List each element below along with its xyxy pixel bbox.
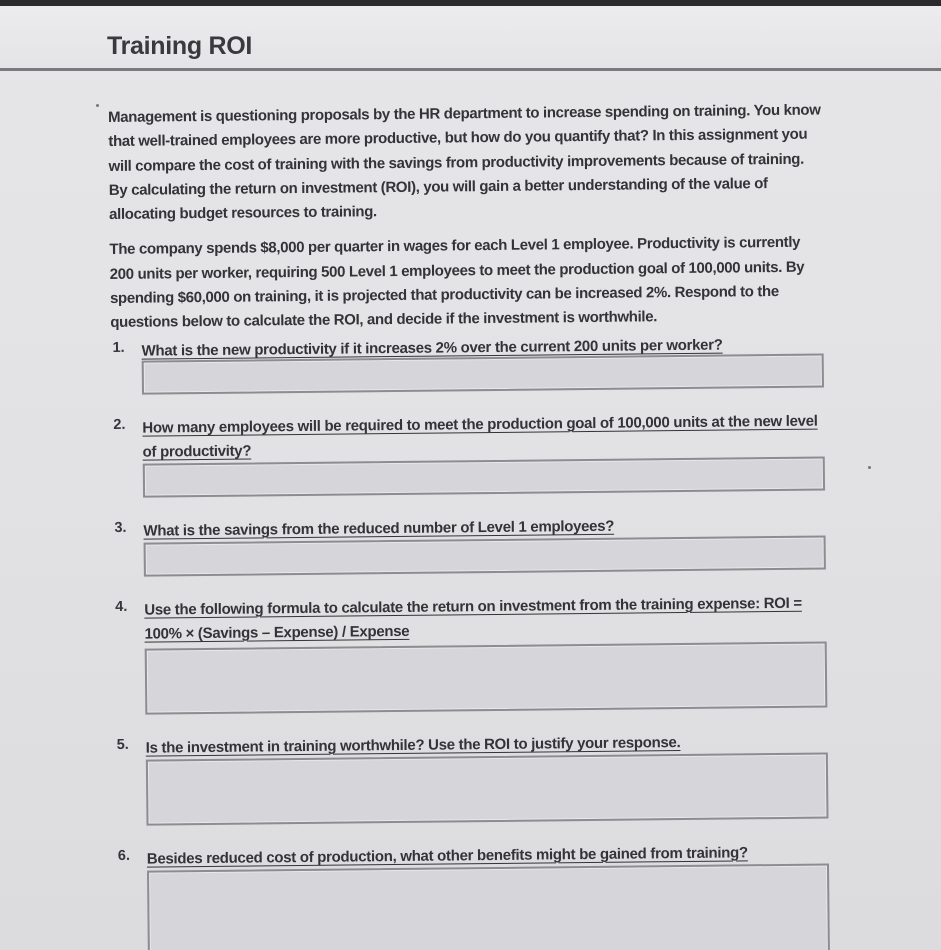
- question-number: 1.: [112, 339, 125, 356]
- intro-paragraph: Management is questioning proposals by the HR department to increase spending on training. You know that well-trained employees are more productive, but how do you quantify that? In this assignment you will compare the cost of training with the savings from productivity improvements because of training. By calculating the return on investment (ROI), you will gain a better understanding of the value of allocating budget resources to training.: [108, 101, 821, 224]
- question-3: [112, 512, 828, 576]
- worksheet-page: [0, 6, 941, 950]
- scenario-paragraph: The company spends $8,000 per quarter in wages for each Level 1 employee. Productivity is currently 200 units per worker, requiring 500 Level 1 employees to meet the production goal of 100,000 units. By spending $60,000 on training, it is projected that productivity can be increased 2%. Respond to the questions below to calculate the ROI, and decide if the investment is worthwhile.: [109, 234, 805, 332]
- question-number: 5.: [116, 736, 129, 753]
- answer-field-6[interactable]: [147, 863, 830, 950]
- stray-mark: [868, 466, 871, 469]
- question-number: 2.: [113, 416, 126, 433]
- question-number: 3.: [114, 519, 127, 536]
- question-text: What is the new productivity if it increases 2% over the current 200 units per worker?: [141, 336, 723, 360]
- answer-field-4[interactable]: [145, 641, 828, 714]
- question-number: 6.: [117, 847, 131, 864]
- question-text: Is the investment in training worthwhile? Use the ROI to justify your response.: [145, 733, 681, 757]
- question-2: [111, 409, 827, 497]
- answer-field-5[interactable]: [146, 752, 829, 825]
- header-bar: [0, 6, 941, 71]
- question-5: [115, 729, 831, 825]
- question-text: What is the savings from the reduced number of Level 1 employees?: [143, 517, 615, 540]
- question-1: [110, 332, 826, 394]
- worksheet-body: [108, 99, 832, 950]
- question-4: [113, 591, 829, 714]
- question-number: 4.: [115, 598, 128, 615]
- stray-mark: [96, 104, 99, 107]
- page-title: Training ROI: [107, 32, 253, 60]
- question-6: [116, 840, 832, 950]
- question-text: Use the following formula to calculate the return on investment from the training expense: ROI = 100% × (Savings – Expense) / Expense: [144, 594, 802, 643]
- question-text: How many employees will be required to meet the production goal of 100,000 units at the new level of productivity?: [142, 412, 818, 461]
- question-text: Besides reduced cost of production, what other benefits might be gained from training?: [146, 844, 748, 868]
